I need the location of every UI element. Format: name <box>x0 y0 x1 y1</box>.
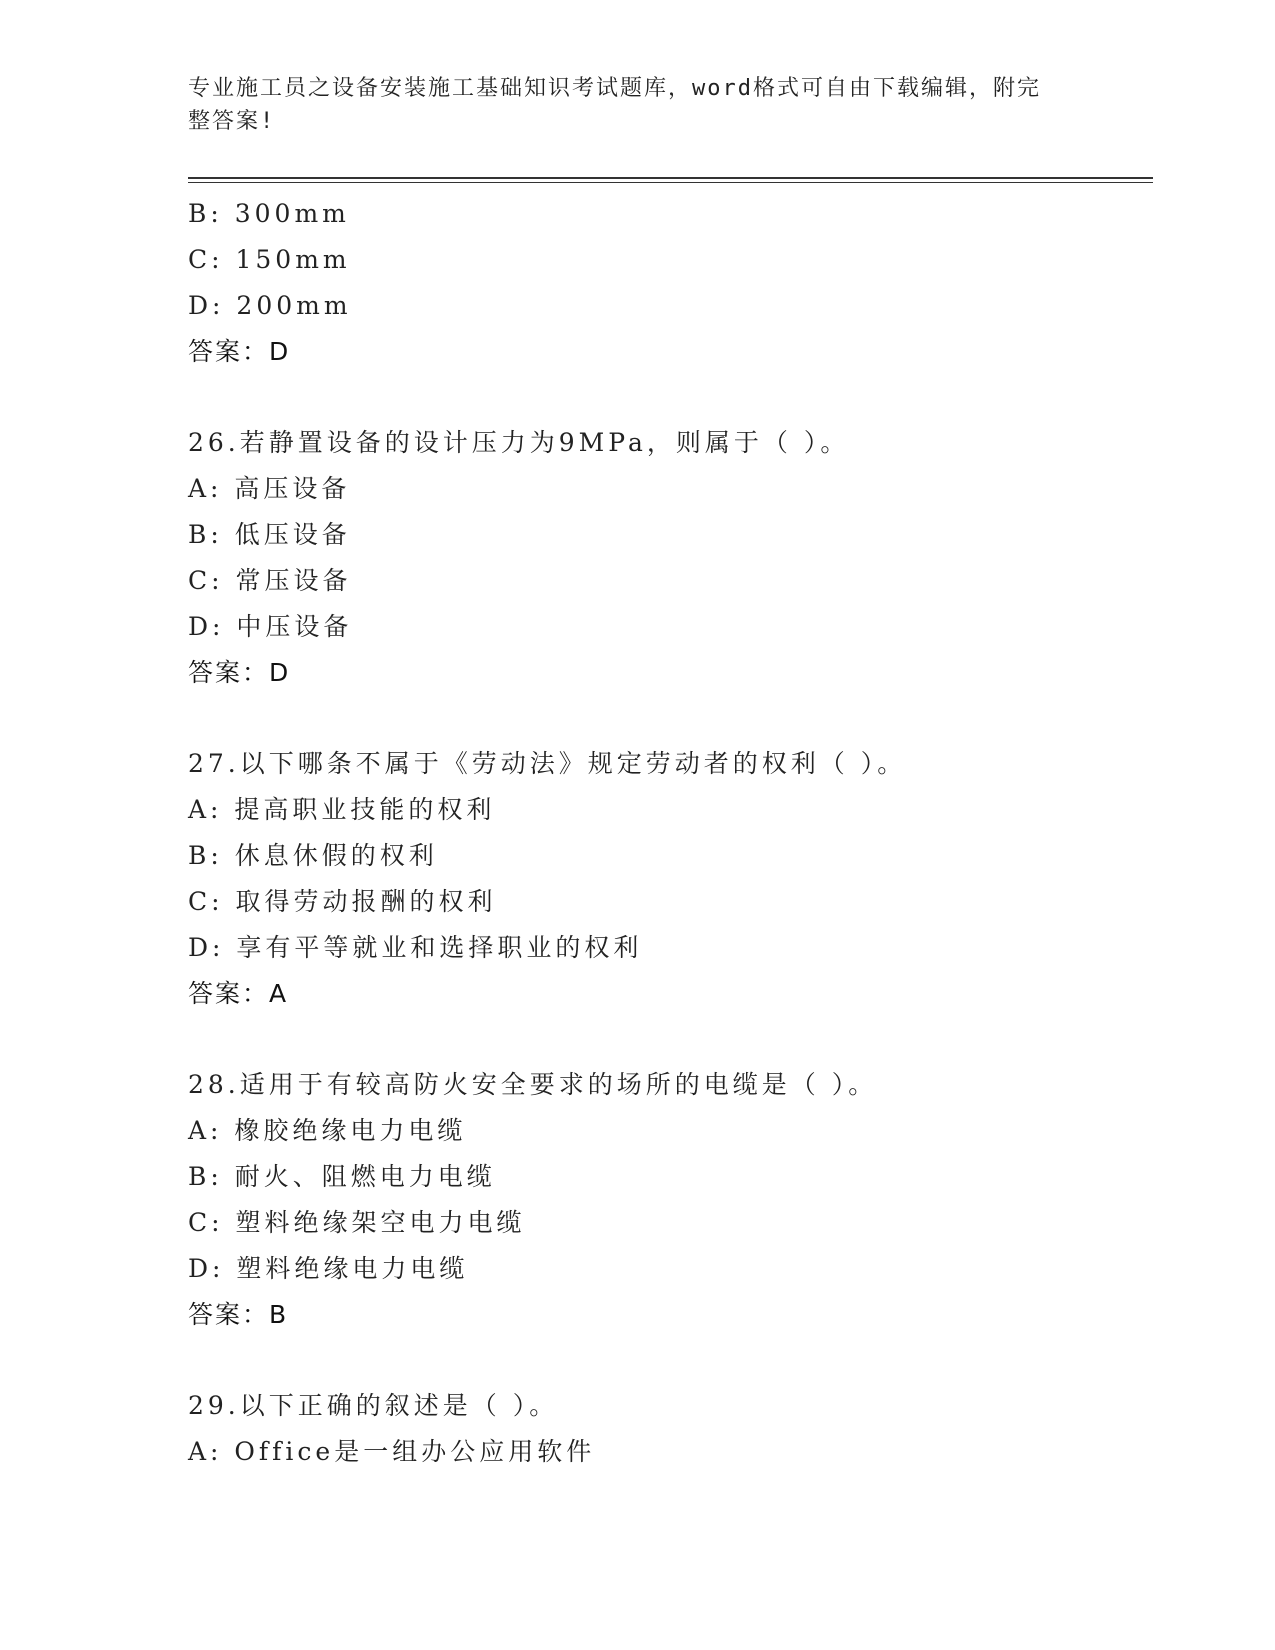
option-c: C: 150mm <box>188 245 351 274</box>
question-27 <box>188 741 1153 1017</box>
header-title-line-2: 整答案! <box>188 109 276 134</box>
question-text: 26.若静置设备的设计压力为9MPa，则属于（ ）。 <box>188 428 850 457</box>
option-d: D: 享有平等就业和选择职业的权利 <box>188 933 643 962</box>
answer-line: 答案：A <box>188 979 289 1008</box>
question-text: 28.适用于有较高防火安全要求的场所的电缆是（ ）。 <box>188 1070 878 1099</box>
document-header <box>188 72 1088 138</box>
option-c: C: 常压设备 <box>188 566 352 595</box>
answer-line: 答案：B <box>188 1300 289 1329</box>
question-text: 29.以下正确的叙述是（ ）。 <box>188 1391 559 1420</box>
question-text: 27.以下哪条不属于《劳动法》规定劳动者的权利（ ）。 <box>188 749 907 778</box>
option-d: D: 塑料绝缘电力电缆 <box>188 1254 469 1283</box>
question-list <box>188 191 1153 1475</box>
option-a: A: Office是一组办公应用软件 <box>188 1437 596 1466</box>
answer-line: 答案：D <box>188 658 291 687</box>
option-b: B: 休息休假的权利 <box>188 841 438 870</box>
question-25-tail <box>188 191 1153 375</box>
question-28 <box>188 1062 1153 1338</box>
answer-line: 答案：D <box>188 337 291 366</box>
question-26 <box>188 420 1153 696</box>
header-divider-thick <box>188 177 1153 179</box>
option-b: B: 低压设备 <box>188 520 351 549</box>
option-b: B: 300mm <box>188 199 350 228</box>
header-title-line-1: 专业施工员之设备安装施工基础知识考试题库，word格式可自由下载编辑，附完 <box>188 76 1041 101</box>
option-c: C: 取得劳动报酬的权利 <box>188 887 497 916</box>
question-29 <box>188 1383 1153 1475</box>
option-a: A: 提高职业技能的权利 <box>188 795 496 824</box>
option-a: A: 高压设备 <box>188 474 351 503</box>
option-b: B: 耐火、阻燃电力电缆 <box>188 1162 496 1191</box>
option-d: D: 200mm <box>188 291 352 320</box>
option-d: D: 中压设备 <box>188 612 353 641</box>
header-divider-thin <box>188 182 1153 183</box>
option-c: C: 塑料绝缘架空电力电缆 <box>188 1208 526 1237</box>
option-a: A: 橡胶绝缘电力电缆 <box>188 1116 467 1145</box>
